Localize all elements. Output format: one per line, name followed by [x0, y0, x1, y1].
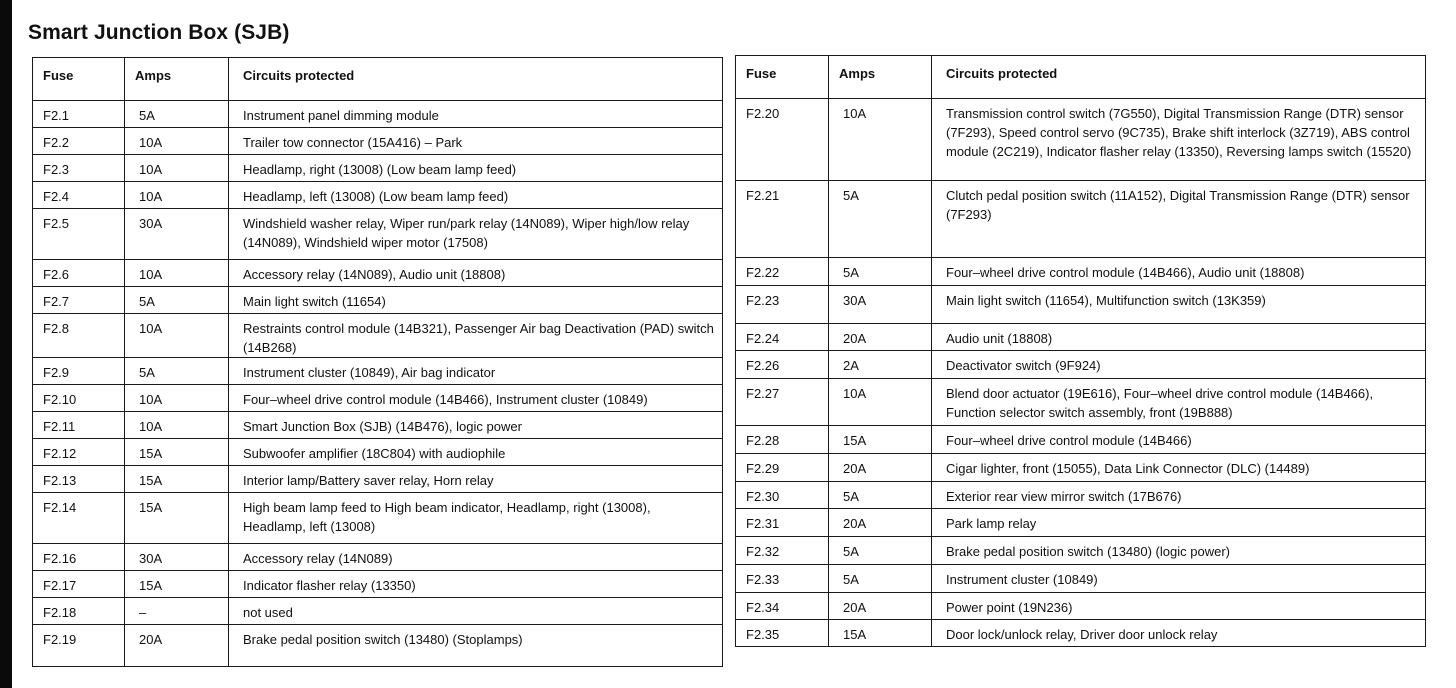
- amps-cell: 5A: [829, 537, 932, 565]
- fuse-cell: F2.32: [736, 537, 829, 565]
- amps-cell: 2A: [829, 351, 932, 379]
- amps-cell: 20A: [125, 625, 229, 667]
- circuit-cell: Instrument panel dimming module: [229, 101, 723, 128]
- table-row: [33, 439, 723, 466]
- fuse-table-left: [32, 57, 723, 667]
- fuse-cell: F2.35: [736, 620, 829, 647]
- circuit-cell: not used: [229, 598, 723, 625]
- fuse-cell: F2.7: [33, 287, 125, 314]
- circuit-cell: Instrument cluster (10849): [932, 564, 1426, 592]
- amps-cell: 10A: [125, 128, 229, 155]
- amps-cell: 30A: [829, 285, 932, 323]
- amps-cell: 10A: [125, 182, 229, 209]
- scan-edge-bar: [0, 0, 12, 688]
- circuit-cell: Blend door actuator (19E616), Four–wheel drive control module (14B466), Function selector switch assembly, front (19B888): [932, 379, 1426, 426]
- circuit-cell: Main light switch (11654), Multifunction switch (13K359): [932, 285, 1426, 323]
- amps-cell: 10A: [125, 155, 229, 182]
- fuse-cell: F2.3: [33, 155, 125, 182]
- table-row: [33, 358, 723, 385]
- table-row: [33, 544, 723, 571]
- fuse-cell: F2.16: [33, 544, 125, 571]
- table-row: [33, 314, 723, 358]
- table-row: [33, 101, 723, 128]
- fuse-cell: F2.9: [33, 358, 125, 385]
- amps-cell: 5A: [829, 564, 932, 592]
- amps-cell: 15A: [125, 439, 229, 466]
- circuit-cell: Indicator flasher relay (13350): [229, 571, 723, 598]
- amps-cell: 30A: [125, 544, 229, 571]
- fuse-cell: F2.23: [736, 285, 829, 323]
- table-row: [33, 493, 723, 544]
- table-row: [33, 182, 723, 209]
- table-row: [736, 323, 1426, 351]
- circuit-cell: Four–wheel drive control module (14B466), Instrument cluster (10849): [229, 385, 723, 412]
- amps-cell: 10A: [829, 99, 932, 181]
- table-row: [33, 598, 723, 625]
- table-row: [33, 260, 723, 287]
- amps-cell: 15A: [829, 426, 932, 454]
- circuit-cell: Brake pedal position switch (13480) (Stoplamps): [229, 625, 723, 667]
- fuse-cell: F2.20: [736, 99, 829, 181]
- circuit-cell: Accessory relay (14N089), Audio unit (18808): [229, 260, 723, 287]
- table-row: [33, 625, 723, 667]
- table-row: [736, 564, 1426, 592]
- table-row: [33, 209, 723, 260]
- table-row: [736, 379, 1426, 426]
- fuse-cell: F2.24: [736, 323, 829, 351]
- fuse-cell: F2.6: [33, 260, 125, 287]
- header-circuits: Circuits protected: [229, 58, 723, 101]
- table-row: [33, 287, 723, 314]
- fuse-cell: F2.14: [33, 493, 125, 544]
- fuse-cell: F2.12: [33, 439, 125, 466]
- amps-cell: 20A: [829, 454, 932, 482]
- fuse-cell: F2.13: [33, 466, 125, 493]
- table-row: [736, 181, 1426, 258]
- circuit-cell: Brake pedal position switch (13480) (logic power): [932, 537, 1426, 565]
- fuse-cell: F2.22: [736, 258, 829, 286]
- circuit-cell: Accessory relay (14N089): [229, 544, 723, 571]
- amps-cell: 5A: [125, 287, 229, 314]
- fuse-cell: F2.11: [33, 412, 125, 439]
- fuse-cell: F2.10: [33, 385, 125, 412]
- circuit-cell: Headlamp, right (13008) (Low beam lamp feed): [229, 155, 723, 182]
- amps-cell: 5A: [125, 358, 229, 385]
- fuse-cell: F2.1: [33, 101, 125, 128]
- header-amps: Amps: [829, 56, 932, 99]
- amps-cell: 5A: [829, 181, 932, 258]
- amps-cell: 20A: [829, 509, 932, 537]
- table-row: [736, 258, 1426, 286]
- fuse-cell: F2.19: [33, 625, 125, 667]
- circuit-cell: Main light switch (11654): [229, 287, 723, 314]
- amps-cell: 15A: [125, 571, 229, 598]
- fuse-cell: F2.31: [736, 509, 829, 537]
- fuse-cell: F2.34: [736, 592, 829, 620]
- table-row: [736, 285, 1426, 323]
- fuse-cell: F2.27: [736, 379, 829, 426]
- circuit-cell: Exterior rear view mirror switch (17B676): [932, 481, 1426, 509]
- amps-cell: 15A: [125, 493, 229, 544]
- amps-cell: 5A: [829, 258, 932, 286]
- table-row: [736, 454, 1426, 482]
- fuse-cell: F2.4: [33, 182, 125, 209]
- fuse-cell: F2.21: [736, 181, 829, 258]
- amps-cell: 10A: [829, 379, 932, 426]
- table-row: [736, 351, 1426, 379]
- table-row: [736, 99, 1426, 181]
- fuse-cell: F2.18: [33, 598, 125, 625]
- fuse-cell: F2.29: [736, 454, 829, 482]
- circuit-cell: Cigar lighter, front (15055), Data Link Connector (DLC) (14489): [932, 454, 1426, 482]
- table-row: [736, 592, 1426, 620]
- table-row: [33, 155, 723, 182]
- amps-cell: 10A: [125, 260, 229, 287]
- page-title: Smart Junction Box (SJB): [28, 21, 290, 44]
- fuse-cell: F2.5: [33, 209, 125, 260]
- circuit-cell: Subwoofer amplifier (18C804) with audiophile: [229, 439, 723, 466]
- circuit-cell: Restraints control module (14B321), Passenger Air bag Deactivation (PAD) switch (14B268): [229, 314, 723, 358]
- table-row: [736, 620, 1426, 647]
- circuit-cell: Park lamp relay: [932, 509, 1426, 537]
- fuse-cell: F2.30: [736, 481, 829, 509]
- fuse-table-right: [735, 55, 1426, 647]
- amps-cell: 20A: [829, 592, 932, 620]
- circuit-cell: Deactivator switch (9F924): [932, 351, 1426, 379]
- amps-cell: 10A: [125, 412, 229, 439]
- table-row: [736, 537, 1426, 565]
- circuit-cell: Transmission control switch (7G550), Digital Transmission Range (DTR) sensor (7F293), Speed control servo (9C735), Brake shift interlock (3Z719), ABS control module (2C219), Indicator flasher relay (13350), Reversing lamps switch (15520): [932, 99, 1426, 181]
- fuse-cell: F2.17: [33, 571, 125, 598]
- table-row: [33, 571, 723, 598]
- circuit-cell: Audio unit (18808): [932, 323, 1426, 351]
- table-row: [33, 128, 723, 155]
- circuit-cell: Clutch pedal position switch (11A152), Digital Transmission Range (DTR) sensor (7F293): [932, 181, 1426, 258]
- table-row: [33, 385, 723, 412]
- circuit-cell: Instrument cluster (10849), Air bag indicator: [229, 358, 723, 385]
- circuit-cell: High beam lamp feed to High beam indicator, Headlamp, right (13008), Headlamp, left (13008): [229, 493, 723, 544]
- amps-cell: 15A: [125, 466, 229, 493]
- amps-cell: 5A: [125, 101, 229, 128]
- fuse-cell: F2.33: [736, 564, 829, 592]
- table-row: [33, 412, 723, 439]
- circuit-cell: Four–wheel drive control module (14B466), Audio unit (18808): [932, 258, 1426, 286]
- circuit-cell: Interior lamp/Battery saver relay, Horn relay: [229, 466, 723, 493]
- fuse-cell: F2.2: [33, 128, 125, 155]
- circuit-cell: Power point (19N236): [932, 592, 1426, 620]
- circuit-cell: Four–wheel drive control module (14B466): [932, 426, 1426, 454]
- table-row: [33, 466, 723, 493]
- amps-cell: 10A: [125, 314, 229, 358]
- fuse-cell: F2.28: [736, 426, 829, 454]
- amps-cell: 10A: [125, 385, 229, 412]
- header-fuse: Fuse: [736, 56, 829, 99]
- fuse-cell: F2.8: [33, 314, 125, 358]
- table-row: [736, 481, 1426, 509]
- amps-cell: 5A: [829, 481, 932, 509]
- circuit-cell: Headlamp, left (13008) (Low beam lamp feed): [229, 182, 723, 209]
- table-row: [736, 509, 1426, 537]
- fuse-cell: F2.26: [736, 351, 829, 379]
- amps-cell: 20A: [829, 323, 932, 351]
- amps-cell: –: [125, 598, 229, 625]
- header-circuits: Circuits protected: [932, 56, 1426, 99]
- header-fuse: Fuse: [33, 58, 125, 101]
- circuit-cell: Windshield washer relay, Wiper run/park relay (14N089), Wiper high/low relay (14N089), Windshield wiper motor (17508): [229, 209, 723, 260]
- table-row: [736, 426, 1426, 454]
- amps-cell: 30A: [125, 209, 229, 260]
- circuit-cell: Trailer tow connector (15A416) – Park: [229, 128, 723, 155]
- circuit-cell: Smart Junction Box (SJB) (14B476), logic power: [229, 412, 723, 439]
- circuit-cell: Door lock/unlock relay, Driver door unlock relay: [932, 620, 1426, 647]
- amps-cell: 15A: [829, 620, 932, 647]
- header-amps: Amps: [125, 58, 229, 101]
